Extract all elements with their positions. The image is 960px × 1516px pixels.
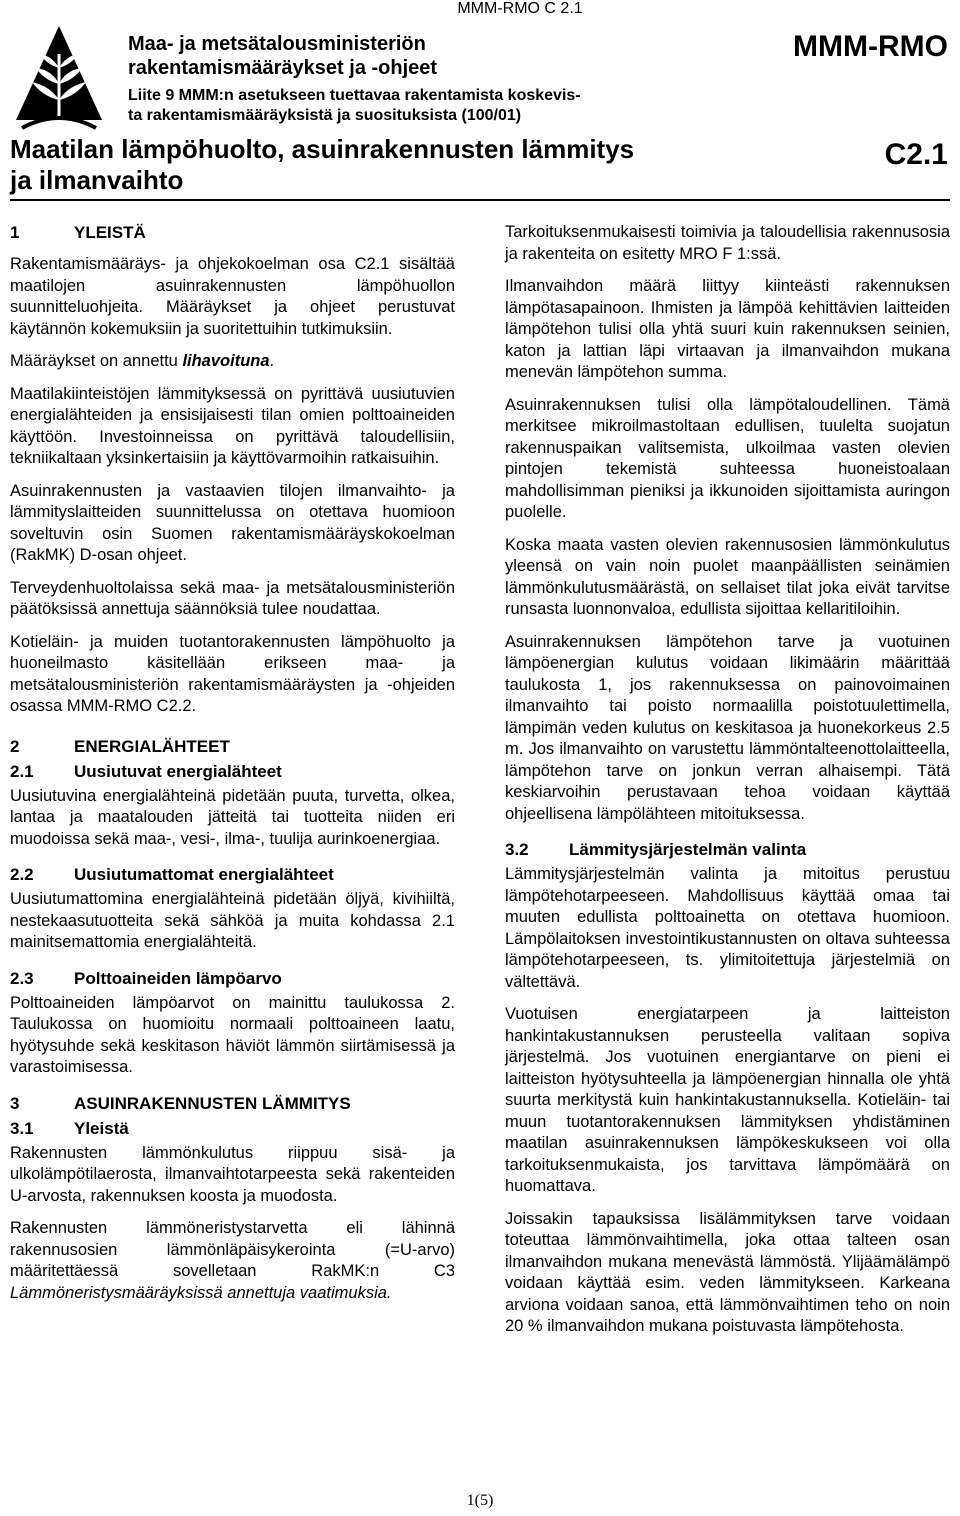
heading-3-2 [505, 839, 950, 861]
paragraph: Asuinrakennuksen tulisi olla lämpötaloudellinen. Tämä merkitsee mikroilmastoltaan edullisen, tuulelta suojatun rakennuspaikan valitsemista, ulkoilmaa vasten olevien pintojen tekemistä suhteessa huoneistoalaan mahdollisimman pieniksi ja ikkunoiden sijoittamista auringon puolelle. [505, 395, 950, 521]
ministry-logo-icon [14, 24, 104, 132]
emphasis-text: lihavoituna [182, 352, 270, 370]
paragraph: Uusiutumattomina energialähteinä pidetään öljyä, kivihiiltä, nestekaasutuotteita sekä sähköä ja muita kohdassa 2.1 mainitsemattomia energialähteitä. [10, 890, 455, 951]
section-code: C2.1 [884, 138, 948, 171]
heading-number: 1 [10, 223, 20, 242]
ministry-line-1: Maa- ja metsätalousministeriön [128, 33, 426, 55]
heading-text: Uusiutuvat energialähteet [74, 761, 282, 781]
heading-text: ENERGIALÄHTEET [74, 736, 230, 756]
heading-number: 2.1 [10, 761, 34, 781]
paragraph: Terveydenhuoltolaissa sekä maa- ja metsätalousministeriön päätöksissä annettuja säännöksiä tulee noudattaa. [10, 578, 455, 618]
appendix-line-2: ta rakentamismääräyksistä ja suosituksista (100/01) [128, 107, 522, 124]
document-title [10, 134, 634, 196]
paragraph: Polttoaineiden lämpöarvot on mainittu taulukossa 2. Taulukossa on huomioitu normaali polttoaineen laatu, hyötysuhde sekä keskitason häviöt lämmön siirtämisessä ja varastoimisessa. [10, 993, 455, 1076]
heading-2-1 [10, 761, 455, 783]
text-run: . [269, 352, 275, 370]
paragraph: Koska maata vasten olevien rakennusosien lämmönkulutus yleensä on vain noin puolet maanpäällisten seinämien lämmönkulutusmäärästä, on sellaiset tilat joka eivät tarvitse runsasta luonnonvaloa, edullista sijoittaa kellaritiloihin. [505, 535, 950, 618]
heading-number: 2.2 [10, 865, 34, 884]
ministry-heading [128, 32, 437, 80]
heading-3 [10, 1093, 455, 1115]
paragraph: Vuotuisen energiatarpeen ja laitteiston hankintakustannuksen perusteella valitaan sopiva järjestelmä. Jos vuotuinen energiantarve on pieni ei laitteiston hyötysuhteella ja lämpöenergian hinnalla ole yhtä suurta merkitystä kuin hankintakustannuksella. Kotieläin- tai muun tuotantorakennuksen lämmityksen yhdistäminen maatilan asuinrakennuksen lämpökeskukseen voi olla tarkoituksenmukaista, jos tarvittava lämpömäärä on huomattava. [505, 1005, 950, 1195]
heading-number: 3 [10, 1093, 20, 1113]
title-line-2: ja ilmanvaihto [10, 165, 184, 195]
paragraph: Maatilakiinteistöjen lämmityksessä on pyrittävä uusiutuvien energialähteiden ja ensisijaisesti tilan omien polttoaineiden käyttöön. Investoinneissa on pyrittävä taloudellisiin, tekniikaltaan yksinkertaisiin ja käyttövarmoihin ratkaisuihin. [10, 384, 455, 467]
paragraph: Tarkoituksenmukaisesti toimivia ja taloudellisia rakennusosia ja rakenteita on esitetty MRO F 1:ssä. [505, 223, 950, 263]
top-document-code: MMM-RMO C 2.1 [457, 0, 583, 17]
heading-text: Polttoaineiden lämpöarvo [74, 968, 282, 988]
paragraph [10, 351, 455, 373]
heading-1 [10, 222, 455, 244]
right-column [505, 222, 950, 1349]
heading-2-3 [10, 968, 455, 990]
paragraph: Joissakin tapauksissa lisälämmityksen tarve voidaan toteuttaa lämmönvaihtimella, joka ottaa talteen osan ilmanvaihdon mukana menevästä lämmöstä. Ylijäämälämpö voidaan käyttää esim. veden lämmitykseen. Karkeana arviona voidaan sanoa, että lämmönvaihtimen teho on noin 20 % ilmanvaihdon mukana poistuvasta lämpötehosta. [505, 1209, 950, 1335]
italic-reference: Lämmöneristysmääräyksissä annettuja vaatimuksia. [10, 1283, 392, 1302]
header-divider [10, 199, 950, 201]
paragraph: Uusiutuvina energialähteinä pidetään puuta, turvetta, olkea, lantaa ja maatalouden jätteitä tai tuotteita niiden eri muodoissa sekä maa-, vesi-, ilma-, tuulija aurinkoenergiaa. [10, 786, 455, 848]
ministry-line-2: rakentamismääräykset ja -ohjeet [128, 57, 438, 79]
text-run: Rakennusten lämmöneristystarvetta eli lähinnä rakennusosien lämmönläpäisykerointa (=U-arvo) määritettäessä sovelletaan RakMK:n C3 [10, 1219, 455, 1280]
heading-2-2 [10, 864, 455, 886]
heading-text: ASUINRAKENNUSTEN LÄMMITYS [74, 1093, 351, 1113]
heading-text: Uusiutumattomat energialähteet [74, 865, 334, 884]
heading-number: 2 [10, 736, 20, 756]
heading-number: 2.3 [10, 968, 34, 988]
heading-number: 3.1 [10, 1118, 34, 1138]
paragraph: Asuinrakennuksen lämpötehon tarve ja vuotuinen lämpöenergian kulutus voidaan likimäärin määrittää taulukosta 1, jos rakennuksessa on painovoimainen ilmanvaihto tai poisto normaalilla poistotuulettimella, lämpimän veden kulutus on keskitasoa ja huonekorkeus 2.5 m. Jos ilmanvaihto on varustettu lämmöntalteenottolaitteella, lämpötehon tarve on jonkun verran alhaisempi. Tätä keskiarvoihin perustavaan tehoa voidaan käyttää ohjeellisena lämpölähteen mitoituksessa. [505, 632, 950, 823]
heading-number: 3.2 [505, 840, 529, 859]
left-column [10, 222, 455, 1315]
document-code: MMM-RMO [793, 30, 948, 63]
appendix-line-1: Liite 9 MMM:n asetukseen tuettavaa rakentamista koskevis- [128, 87, 581, 104]
appendix-note [128, 86, 581, 126]
paragraph: Ilmanvaihdon määrä liittyy kiinteästi rakennuksen lämpötasapainoon. Ihmisten ja lämpöä kehittävien laitteiden lämpötehon tulisi olla yhtä suuri kuin rakennuksen seinien, katon ja lattian läpi virtaavan ja ilmanvaihdon mukana menevän lämpötehon summa. [505, 277, 950, 381]
heading-text: Lämmitysjärjestelmän valinta [569, 840, 807, 859]
title-line-1: Maatilan lämpöhuolto, asuinrakennusten lämmitys [10, 134, 635, 164]
heading-2 [10, 736, 455, 758]
paragraph: Kotieläin- ja muiden tuotantorakennusten lämpöhuolto ja huoneilmasto käsitellään erikseen maa- ja metsätalousministeriön rakentamismääräysten ja -ohjeiden osassa MMM-RMO C2.2. [10, 632, 455, 715]
paragraph: Rakentamismääräys- ja ohjekokoelman osa C2.1 sisältää maatilojen asuinrakennusten lämpöhuollon suunnitteluohjeita. Määräykset ja ohjeet perustuvat käytännön kokemuksiin ja suoritettuihin tutkimuksiin. [10, 255, 455, 338]
paragraph [10, 1218, 455, 1304]
paragraph: Lämmitysjärjestelmän valinta ja mitoitus perustuu lämpötehotarpeeseen. Mahdollisuus käyttää omaa tai muuten edullista polttoainetta on otettava huomioon. Lämpölaitoksen investointikustannusten on oltava suhteessa lämpötehotarpeeseen, ts. ylimitoitettuja järjestelmiä on vältettävä. [505, 865, 950, 991]
page-number: 1(5) [466, 1492, 494, 1509]
paragraph: Asuinrakennusten ja vastaavien tilojen ilmanvaihto- ja lämmityslaitteiden suunnittelussa on otettava huomioon soveltuvin osin Suomen rakentamismääräyskokoelman (RakMK) D-osan ohjeet. [10, 481, 455, 564]
heading-3-1 [10, 1118, 455, 1140]
paragraph: Rakennusten lämmönkulutus riippuu sisä- ja ulkolämpötilaerosta, ilmanvaihtotarpeesta sekä rakenteiden U-arvosta, rakennuksen koosta ja muodosta. [10, 1143, 455, 1205]
heading-text: YLEISTÄ [74, 223, 146, 242]
heading-text: Yleistä [74, 1118, 129, 1138]
text-run: Määräykset on annettu [10, 352, 183, 370]
